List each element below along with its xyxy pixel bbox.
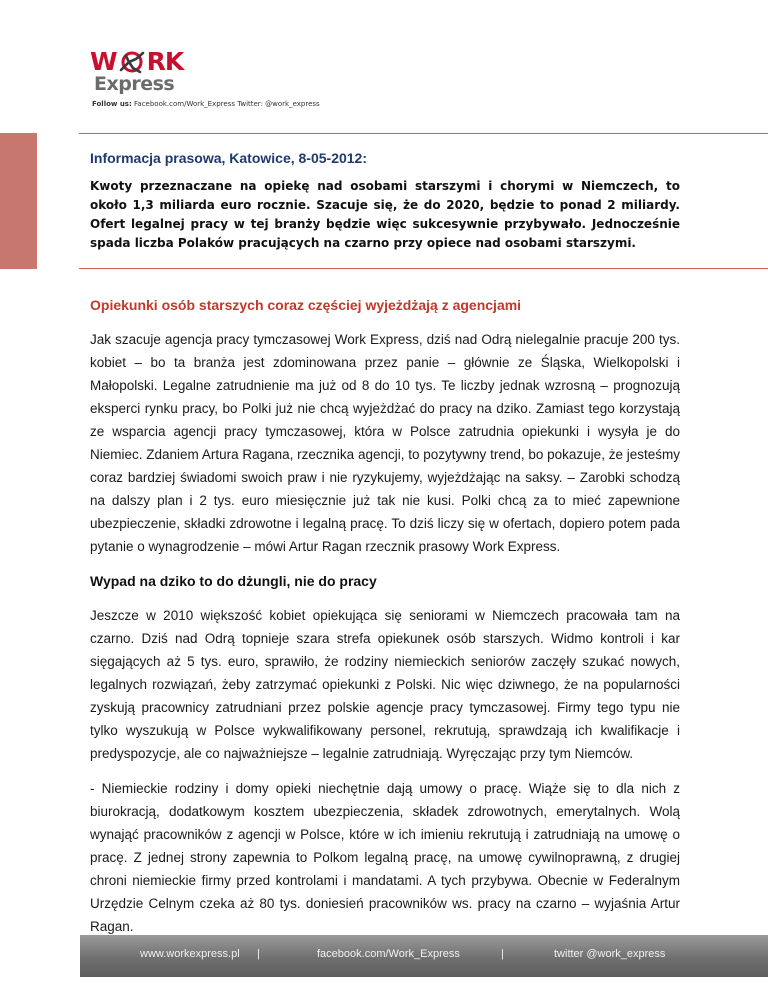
logo-letters-rk: RK xyxy=(146,47,184,76)
logo-runner-icon xyxy=(118,50,146,74)
side-color-tab xyxy=(0,133,37,269)
article-heading-1: Opiekunki osób starszych coraz częściej wyjeżdżają z agencjami xyxy=(90,297,522,313)
logo-letter-w: W xyxy=(90,47,117,76)
footer-website-link[interactable]: www.workexpress.pl xyxy=(140,948,240,960)
lead-divider xyxy=(79,268,768,269)
top-divider xyxy=(79,133,768,134)
follow-us-links: Facebook.com/Work_Express Twitter: @work_express xyxy=(134,100,320,108)
article-paragraph-2: Jeszcze w 2010 większość kobiet opiekująca się seniorami w Niemczech pracowała tam na czarno. Dziś nad Odrą topnieje szara strefa opiekunek osób starszych. Widmo kontroli i kar sięgających aż 5 tys. euro, sprawiło, że rodziny niemieckich seniorów zaczęły szukać nowych, legalnych rozwiązań, żeby zatrzymać opiekunki z Polski. Nic więc dziwnego, że na popularności zyskują pracownicy zatrudniani przez polskie agencje pracy tymczasowej. Firmy tego typu nie tylko wyszukują w Polsce wykwalifikowany personel, rekrutują, sprawdzają ich kwalifikacje i predyspozycje, ale co najważniejsze – legalnie zatrudniają. Wyręczając przy tym Niemców. xyxy=(90,608,680,761)
press-release-title: Informacja prasowa, Katowice, 8-05-2012: xyxy=(90,150,367,166)
article-paragraph-3: - Niemieckie rodziny i domy opieki niechętnie dają umowy o pracę. Wiąże się to dla nich z biurokracją, dodatkowym kosztem ubezpieczenia, składek zdrowotnych, emerytalnych. Wolą wynająć pracowników z agencji w Polsce, które w ich imieniu rekrutują i zatrudniają na umowę o pracę. Z jednej strony zapewnia to Polkom legalną pracę, na umowę cywilnoprawną, z drugiej chroni niemieckie firmy przed kontrolami i mandatami. A tych przybywa. Obecnie w Federalnym Urzędzie Celnym czeka aż 80 tys. doniesień pracowników ws. pracy na czarno – wyjaśnia Artur Ragan. xyxy=(90,781,680,934)
footer-facebook-link[interactable]: facebook.com/Work_Express xyxy=(317,948,460,960)
work-express-logo xyxy=(90,47,200,96)
logo-work-text xyxy=(90,47,184,76)
article-body xyxy=(90,294,680,950)
footer-separator: | xyxy=(257,948,260,960)
footer-twitter-link[interactable]: twitter @work_express xyxy=(554,948,666,960)
article-paragraph-1: Jak szacuje agencja pracy tymczasowej Work Express, dziś nad Odrą nielegalnie pracuje 200 tys. kobiet – bo ta branża jest zdominowana przez panie – głównie ze Śląska, Wielkopolski i Małopolski. Legalne zatrudnienie ma już od 8 do 10 tys. Te liczby jednak wzrosną – prognozują eksperci rynku pracy, bo Polki już nie chcą wyjeżdżać do pracy na dziko. Zamiast tego korzystają ze wsparcia agencji pracy tymczasowej, która w Polsce zatrudnia opiekunki i wysyła je do Niemiec. Zdaniem Artura Ragana, rzecznika agencji, to pozytywny trend, bo pokazuje, że jesteśmy coraz bardziej świadomi swoich praw i nie ryzykujemy, wyjeżdżając na saksy. – Zarobki schodzą na dalszy plan i 2 tys. euro miesięcznie już tak nie kusi. Polki chcą za to mieć zapewnione ubezpieczenie, składki zdrowotne i legalną pracę. To dziś liczy się w ofertach, dopiero potem pada pytanie o wynagrodzenie – mówi Artur Ragan rzecznik prasowy Work Express. xyxy=(90,332,680,554)
footer-separator: | xyxy=(501,948,504,960)
logo-express-text: Express xyxy=(94,73,175,95)
footer-bar xyxy=(80,935,768,977)
press-release-lead: Kwoty przeznaczane na opiekę nad osobami starszymi i chorymi w Niemczech, to około 1,3 miliarda euro rocznie. Szacuje się, że do 2020, będzie to ponad 2 miliardy. Ofert legalnej pracy w tej branży będzie więc sukcesywnie przybywało. Jednocześnie spada liczba Polaków pracujących na czarno przy opiece nad osobami starszymi. xyxy=(90,179,680,250)
article-heading-2: Wypad na dziko to do dżungli, nie do pracy xyxy=(90,573,377,589)
follow-us-label: Follow us: xyxy=(92,100,132,108)
follow-us-line xyxy=(92,100,320,108)
